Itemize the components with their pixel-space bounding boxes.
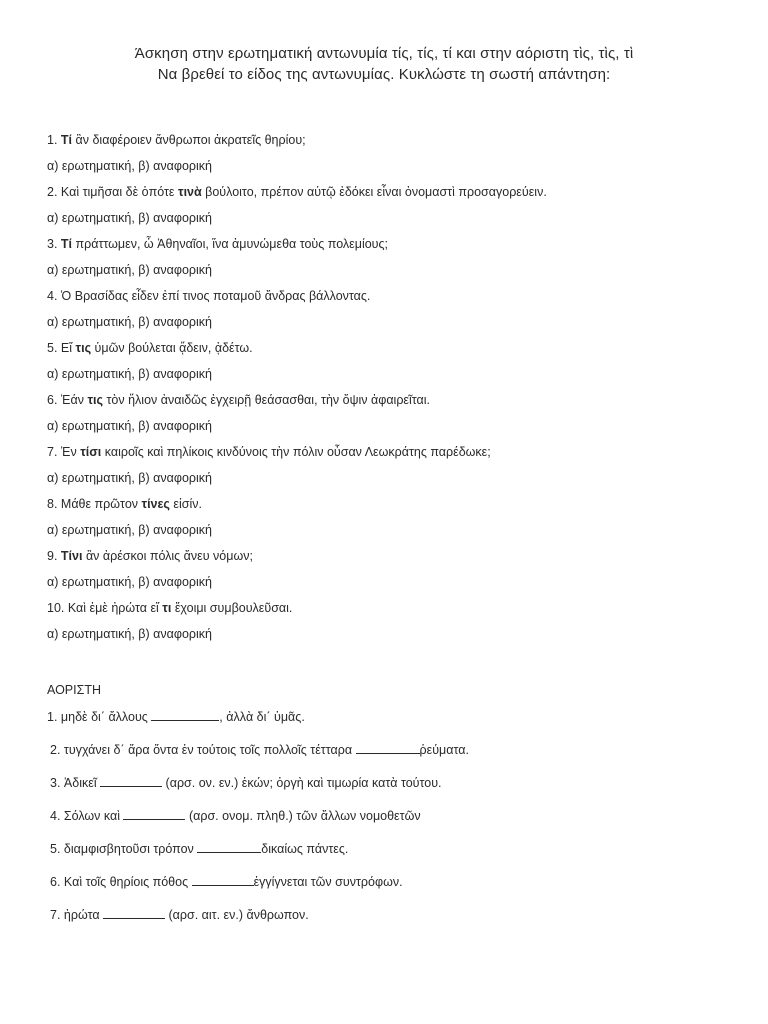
question-text-before: Μάθε πρῶτον (60, 497, 142, 511)
question-keyword: τινὰ (177, 185, 202, 199)
question-number: 1. (47, 133, 58, 147)
fill-in-number: 1. (47, 710, 58, 724)
fill-in-number: 3. (50, 776, 61, 790)
answer-blank[interactable] (356, 741, 420, 754)
question-number: 8. (47, 497, 58, 511)
question-keyword: τις (75, 341, 92, 355)
question-item (47, 496, 547, 522)
question-text-before: Καὶ ἐμὲ ἠρώτα εἴ (67, 601, 163, 615)
fill-in-item (47, 708, 469, 741)
question-number: 5. (47, 341, 58, 355)
question-keyword: τίσι (80, 445, 102, 459)
question-keyword: Τί (60, 133, 73, 147)
question-item (47, 392, 547, 418)
answer-options[interactable]: α) ερωτηματική, β) αναφορική (47, 263, 212, 277)
fill-in-number: 7. (50, 908, 61, 922)
question-text-after: ἂν ἀρέσκοι πόλις ἄνευ νόμων; (82, 549, 253, 563)
question-text-after: ὑμῶν βούλεται ᾄδειν, ᾀδέτω. (91, 341, 253, 355)
fill-in-item (47, 807, 469, 840)
answer-blank[interactable] (192, 873, 254, 886)
fill-in-number: 2. (50, 743, 61, 757)
question-number: 3. (47, 237, 58, 251)
question-text-before: Ἐάν (60, 393, 88, 407)
question-keyword: τι (162, 601, 172, 615)
fill-in-item (47, 906, 469, 939)
fill-in-item (47, 741, 469, 774)
fill-in-text-before: τυγχάνει δ΄ ἄρα ὄντα ἐν τούτοις τοῖς πολλοῖς τέτταρα (63, 743, 356, 757)
fill-in-text-after: (αρσ. ον. εν.) ἑκών; ὀργὴ καὶ τιμωρία κατὰ τούτου. (162, 776, 442, 790)
answer-blank[interactable] (103, 906, 165, 919)
fill-in-text-before: Καὶ τοῖς θηρίοις πόθος (63, 875, 192, 889)
fill-in-text-after: (αρσ. ονομ. πληθ.) τῶν ἄλλων νομοθετῶν (185, 809, 421, 823)
question-item (47, 288, 547, 314)
fill-in-text-after: δικαίως πάντες. (261, 842, 349, 856)
fill-in-number: 6. (50, 875, 61, 889)
question-number: 7. (47, 445, 58, 459)
fill-in-text-before: διαμφισβητοῦσι τρόπον (63, 842, 198, 856)
answer-blank[interactable] (197, 840, 261, 853)
fill-in-text-after: (αρσ. αιτ. εν.) ἄνθρωπον. (165, 908, 309, 922)
fill-in-item (47, 873, 469, 906)
answer-options[interactable]: α) ερωτηματική, β) αναφορική (47, 367, 212, 381)
question-number: 4. (47, 289, 58, 303)
question-text-before: Ἐν (60, 445, 81, 459)
question-text-after: τὸν ἥλιον ἀναιδῶς ἐγχειρῇ θεάσασθαι, τὴν ὄψιν ἀφαιρεῖται. (103, 393, 431, 407)
question-text-after: ἂν διαφέροιεν ἄνθρωποι ἀκρατεῖς θηρίου; (72, 133, 306, 147)
question-number: 2. (47, 185, 58, 199)
question-keyword: τίνες (141, 497, 170, 511)
fill-in-text-before: μηδὲ δι΄ ἄλλους (60, 710, 152, 724)
question-item (47, 236, 547, 262)
question-text-before: Εἴ (60, 341, 76, 355)
question-item (47, 132, 547, 158)
fill-in-number: 4. (50, 809, 61, 823)
fill-in-number: 5. (50, 842, 61, 856)
answer-options[interactable]: α) ερωτηματική, β) αναφορική (47, 523, 212, 537)
question-text-after: εἰσίν. (169, 497, 202, 511)
fill-in-list (47, 708, 469, 939)
fill-in-text-after: , ἀλλὰ δι΄ ὑμᾶς. (219, 710, 305, 724)
question-number: 6. (47, 393, 58, 407)
answer-options[interactable]: α) ερωτηματική, β) αναφορική (47, 627, 212, 641)
question-text-before: Καὶ τιμῆσαι δὲ ὁπότε (60, 185, 178, 199)
question-text-after: πράττωμεν, ὦ Ἀθηναῖοι, ἵνα ἀμυνώμεθα τοὺς πολεμίους; (72, 237, 389, 251)
question-item (47, 548, 547, 574)
answer-options[interactable]: α) ερωτηματική, β) αναφορική (47, 211, 212, 225)
question-item (47, 444, 547, 470)
answer-options[interactable]: α) ερωτηματική, β) αναφορική (47, 471, 212, 485)
question-number: 9. (47, 549, 58, 563)
document-header (0, 43, 768, 85)
fill-in-text-before: Ἀδικεῖ (63, 776, 101, 790)
question-keyword: Τί (60, 237, 73, 251)
answer-options[interactable]: α) ερωτηματική, β) αναφορική (47, 575, 212, 589)
exercise-title: Άσκηση στην ερωτηματική αντωνυμία τίς, τίς, τί και στην αόριστη τὶς, τὶς, τὶ (134, 45, 634, 62)
fill-in-text-before: Σόλων καὶ (63, 809, 124, 823)
question-item (47, 340, 547, 366)
answer-options[interactable]: α) ερωτηματική, β) αναφορική (47, 315, 212, 329)
question-text-after: καιροῖς καὶ πηλίκοις κινδύνοις τὴν πόλιν οὖσαν Λεωκράτης παρέδωκε; (101, 445, 491, 459)
question-keyword: τις (87, 393, 103, 407)
fill-in-item (47, 840, 469, 873)
question-item (47, 600, 547, 626)
question-text-before: Ὁ Βρασίδας εἶδεν ἐπί τινος ποταμοῦ ἄνδρας βάλλοντας. (60, 289, 371, 303)
question-keyword: Τίνι (60, 549, 83, 563)
question-list (47, 132, 547, 652)
question-text-after: βούλοιτο, πρέπον αὐτῷ ἐδόκει εἶναι ὀνομαστὶ προσαγορεύειν. (201, 185, 547, 199)
question-number: 10. (47, 601, 65, 615)
section-title-aoristi: ΑΟΡΙΣΤΗ (47, 683, 101, 697)
question-item (47, 184, 547, 210)
answer-options[interactable]: α) ερωτηματική, β) αναφορική (47, 419, 212, 433)
fill-in-text-before: ἠρώτα (63, 908, 104, 922)
fill-in-text-after: ἐγγίγνεται τῶν συντρόφων. (253, 875, 403, 889)
answer-options[interactable]: α) ερωτηματική, β) αναφορική (47, 159, 212, 173)
answer-blank[interactable] (100, 774, 162, 787)
fill-in-text-after: ῥεύματα. (419, 743, 469, 757)
question-text-after: ἔχοιμι συμβουλεῦσαι. (171, 601, 293, 615)
answer-blank[interactable] (123, 807, 185, 820)
fill-in-item (47, 774, 469, 807)
exercise-instructions: Να βρεθεί το είδος της αντωνυμίας. Κυκλώστε τη σωστή απάντηση: (157, 66, 611, 83)
answer-blank[interactable] (151, 708, 219, 721)
